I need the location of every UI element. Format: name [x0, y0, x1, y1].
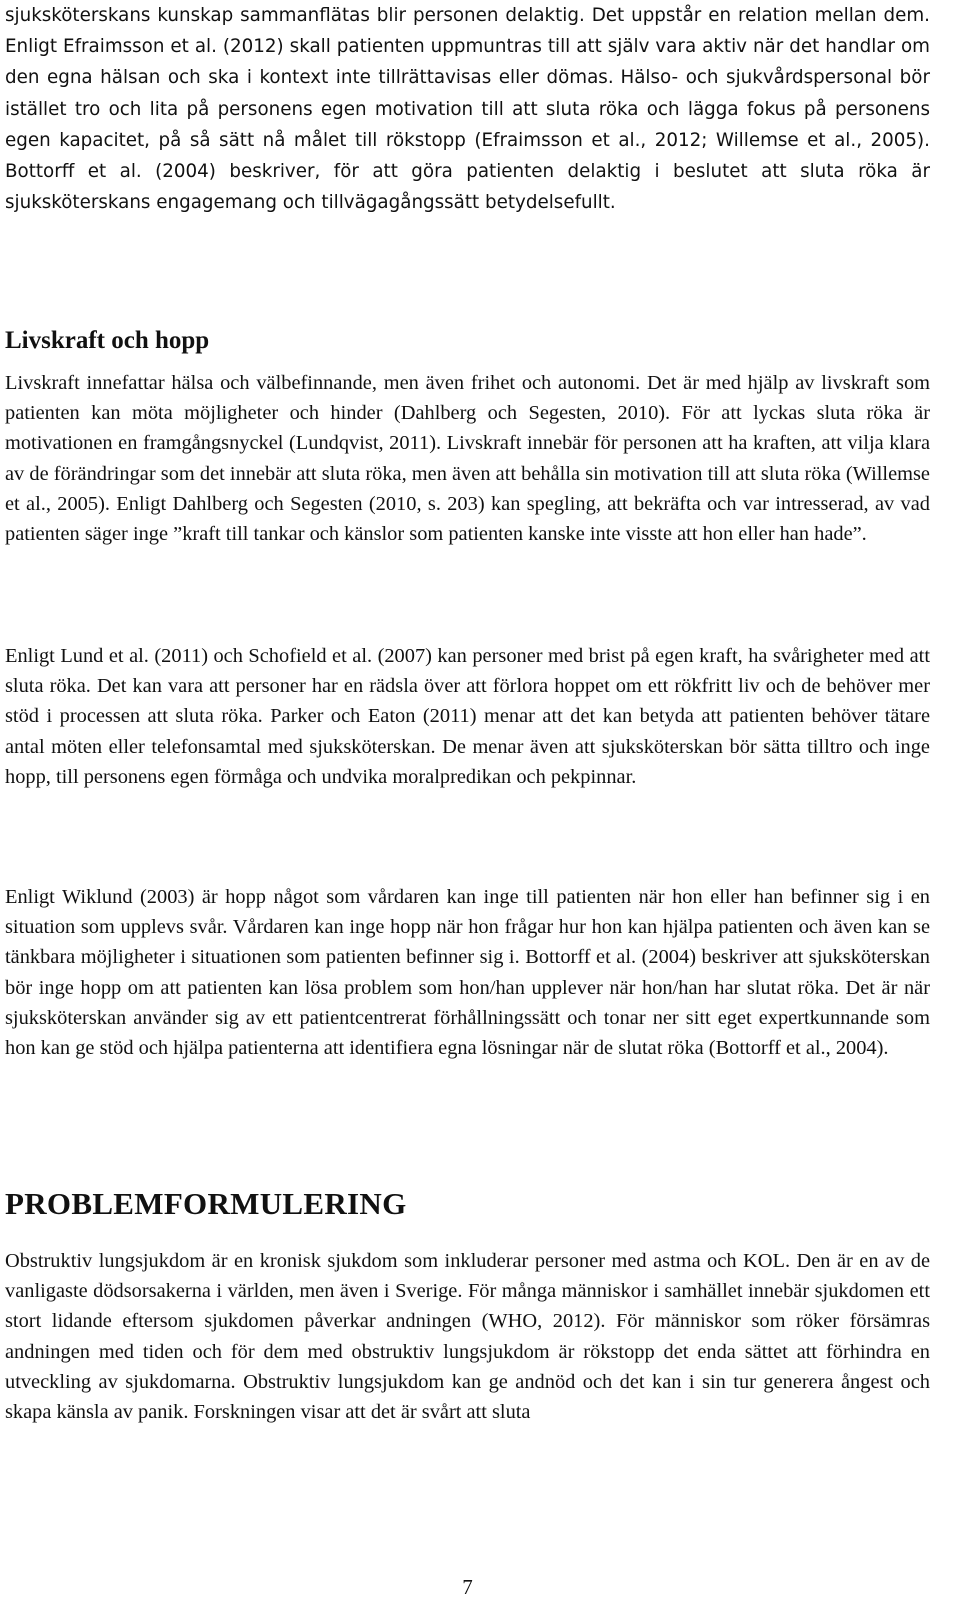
- livskraft-paragraph-3: Enligt Wiklund (2003) är hopp något som vårdaren kan inge till patienten när hon eller han befinner sig i en situation som upplevs svår. Vårdaren kan inge hopp när hon frågar hur hon kan hjälpa patienten och även kan se tänkbara möjligheter i situationen som patienten befinner sig i. Bottorff et al. (2004) beskriver att sjuksköterskan bör inge hopp om att patienten kan lösa problem som hon/han upplever när hon/han har slutat röka. Det är när sjuksköterskan använder sig av ett patientcentrerat förhållningssätt och tonar ner sitt eget expertkunnande som hon kan ge stöd och hjälpa patienterna att identifiera egna lösningar när de slutat röka (Bottorff et al., 2004).: [5, 886, 930, 1060]
- livskraft-paragraph-1: Livskraft innefattar hälsa och välbefinnande, men även frihet och autonomi. Det är med hjälp av livskraft som patienten kan möta möjligheter och hinder (Dahlberg och Segesten, 2010). För att lyckas sluta röka är motivationen en framgångsnyckel (Lundqvist, 2011). Livskraft innebär för personen att ha kraften, att vilja klara av de förändringar som det innebär att sluta röka, men även att behålla sin motivation till att sluta röka (Willemse et al., 2005). Enligt Dahlberg och Segesten (2010, s. 203) kan spegling, att bekräfta och var intresserad, av vad patienten säger inge ”kraft till tankar och känslor som patienten kanske inte visste att hon eller han hade”.: [5, 372, 930, 546]
- intro-text-part-2: Hälso- och sjukvårdspersonal bör istället tro och lita på personens egen motivation till att sluta röka och lägga fokus på personens egen kapacitet, på så sätt nå målet till rökstopp (Efraimsson et al., 2012; Willemse et al., 2005). Bottorff et al. (2004) beskriver, för att göra patienten delaktig i beslutet att sluta röka är sjuksköterskans engagemang och tillvägagångssätt betydelsefullt.: [5, 67, 930, 214]
- section-heading-problemformulering: PROBLEMFORMULERING: [5, 1186, 407, 1221]
- problem-paragraph-1: Obstruktiv lungsjukdom är en kronisk sjukdom som inkluderar personer med astma och KOL. Den är en av de vanligaste dödsorsakerna i världen, men även i Sverige. För många människor i samhället innebär sjukdomen ett stort lidande eftersom sjukdomen påverkar andningen (WHO, 2012). För människor som röker försämras andningen med tiden och för dem med obstruktiv lungsjukdom är rökstopp det enda sättet att förhindra en utveckling av sjukdomarna. Obstruktiv lungsjukdom kan ge andnöd och det kan i sin tur generera ångest och skapa känsla av panik. Forskningen visar att det är svårt att sluta: [5, 1250, 930, 1424]
- intro-paragraph: [5, 0, 930, 218]
- livskraft-paragraph-2: Enligt Lund et al. (2011) och Schofield et al. (2007) kan personer med brist på egen kraft, ha svårigheter med att sluta röka. Det kan vara att personer har en rädsla över att förlora hoppet om ett rökfritt liv och de behöver mer stöd i processen att sluta röka. Parker och Eaton (2011) menar att det kan betyda att patienten behöver tätare antal möten eller telefonsamtal med sjuksköterskan. De menar även att sjuksköterskan bör sätta tilltro och inge hopp, till personens egen förmåga och undvika moralpredikan och pekpinnar.: [5, 645, 930, 788]
- intro-text-part-1: sjuksköterskans kunskap sammanflätas blir personen delaktig. Det uppstår en relation mellan dem. Enligt Efraimsson et al. (2012) skall patienten uppmuntras till att själv vara aktiv när det handlar om den egna hälsan och ska i kontext inte tillrättavisas eller dömas.: [5, 5, 930, 89]
- page-number: 7: [462, 1575, 473, 1599]
- section-heading-livskraft: Livskraft och hopp: [5, 327, 210, 354]
